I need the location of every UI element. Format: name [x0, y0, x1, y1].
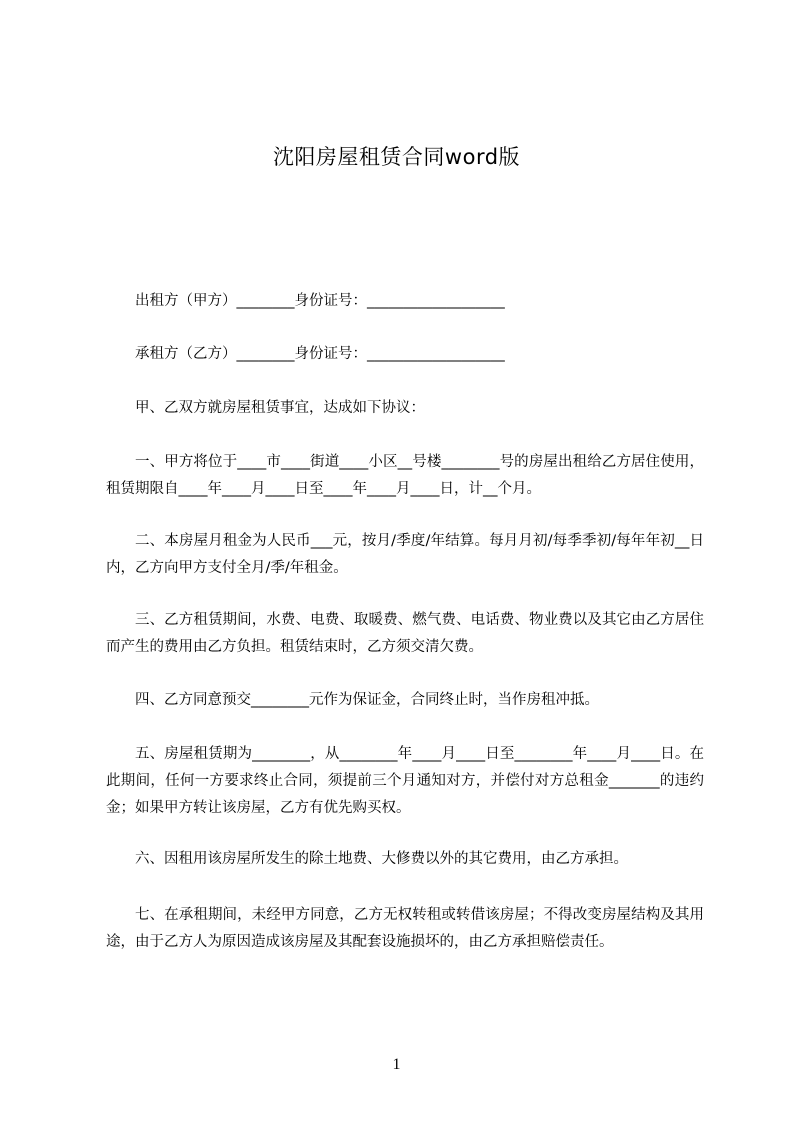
clause-1: 一、甲方将位于____市____街道____小区__号楼________号的房屋出租给乙方居住使用，租赁期限自____年____月____日至____年____月____日，计__个月。 — [106, 454, 704, 497]
clause-6: 六、因租用该房屋所发生的除土地费、大修费以外的其它费用，由乙方承担。 — [135, 851, 628, 867]
clause-3: 三、乙方租赁期间，水费、电费、取暖费、燃气费、电话费、物业费以及其它由乙方居住而产生的费用由乙方负担。租赁结束时，乙方须交清欠费。 — [106, 612, 704, 655]
intro-paragraph: 甲、乙双方就房屋租赁事宜，达成如下协议： — [135, 400, 425, 416]
clause-7: 七、在承租期间，未经甲方同意，乙方无权转租或转借该房屋；不得改变房屋结构及其用途，由于乙方人为原因造成该房屋及其配套设施损坏的，由乙方承担赔偿责任。 — [106, 907, 704, 950]
page-number: 1 — [392, 1056, 401, 1073]
clause-2: 二、本房屋月租金为人民币___元，按月/季度/年结算。每月月初/每季季初/每年年初__日内，乙方向甲方支付全月/季/年租金。 — [106, 533, 704, 576]
lessee-line: 承租方（乙方）________身份证号：___________________ — [135, 346, 505, 362]
lessor-line: 出租方（甲方）________身份证号：___________________ — [135, 293, 505, 309]
clause-5: 五、房屋租赁期为________，从________年____月____日至________年____月____日。在此期间，任何一方要求终止合同，须提前三个月通知对方，并偿付对方总租金_______的违约金；如果甲方转让该房屋，乙方有优先购买权。 — [106, 746, 704, 816]
document-title: 沈阳房屋租赁合同word版 — [272, 145, 521, 169]
clause-4: 四、乙方同意预交________元作为保证金，合同终止时，当作房租冲抵。 — [135, 692, 599, 708]
